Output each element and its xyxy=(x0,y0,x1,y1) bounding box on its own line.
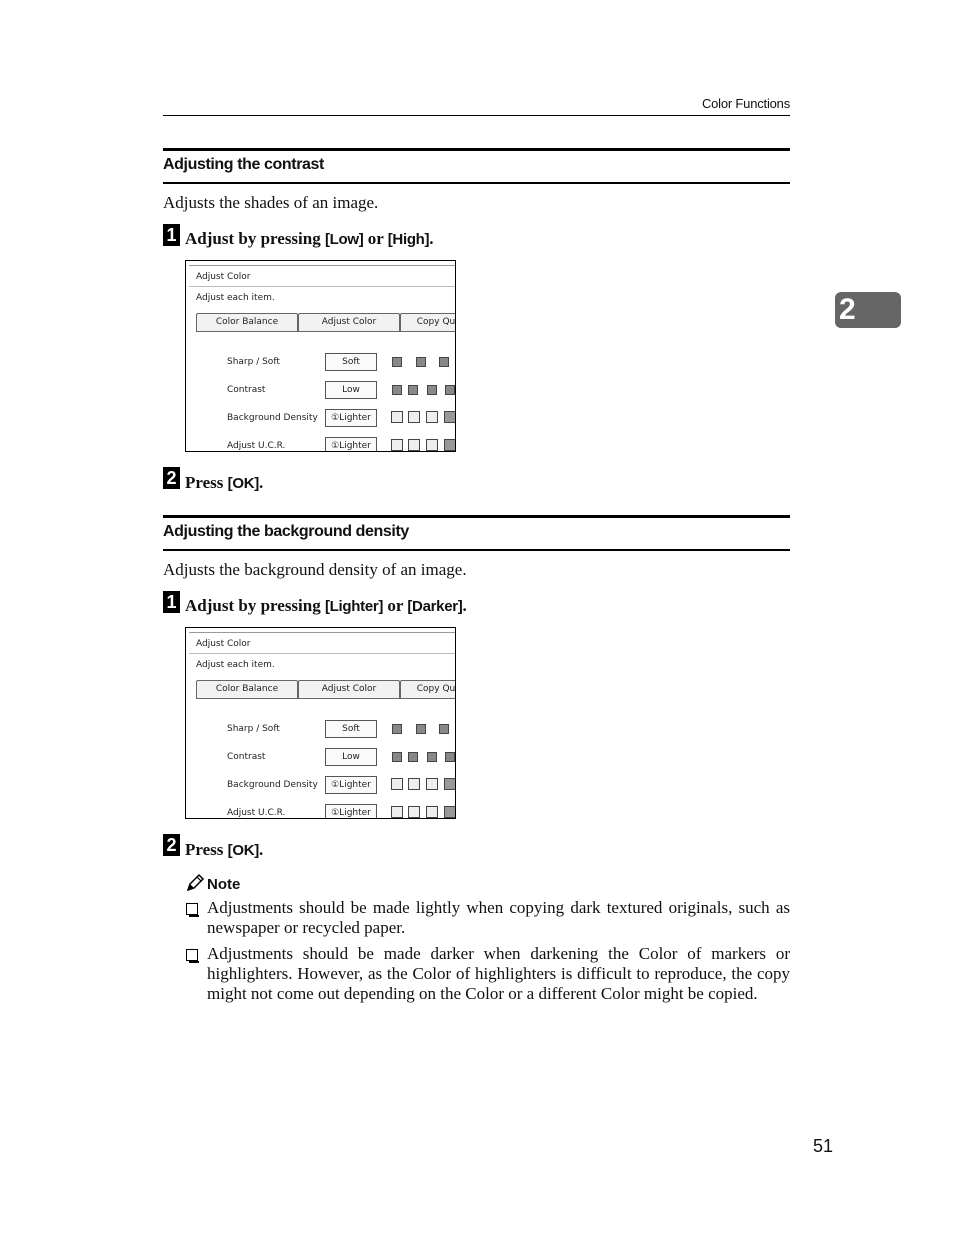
level-step[interactable] xyxy=(408,385,418,395)
row-label-adjust-ucr: Adjust U.C.R. xyxy=(227,441,286,451)
soft-button[interactable]: Soft xyxy=(325,720,377,738)
key-ok: [OK] xyxy=(227,475,259,492)
step-text-suffix: . xyxy=(462,596,467,615)
step-instruction xyxy=(185,840,263,860)
level-step[interactable] xyxy=(408,752,418,762)
tab-copy-quality[interactable]: Copy Qu xyxy=(400,680,456,698)
level-step[interactable] xyxy=(391,778,403,790)
tab-adjust-color[interactable]: Adjust Color xyxy=(298,680,400,698)
level-step[interactable] xyxy=(391,806,403,818)
soft-button[interactable]: Soft xyxy=(325,353,377,371)
key-low: [Low] xyxy=(324,231,364,248)
checkbox-bullet-icon xyxy=(186,949,198,961)
key-high: [High] xyxy=(387,231,430,248)
level-step[interactable] xyxy=(445,752,455,762)
chapter-tab xyxy=(835,292,901,328)
row-label-sharp-soft: Sharp / Soft xyxy=(227,724,280,734)
note-item: Adjustments should be made lightly when copying dark textured originals, such as newspaper or recycled paper. xyxy=(207,898,790,937)
level-step[interactable] xyxy=(427,385,437,395)
section-title-background-density: Adjusting the background density xyxy=(163,523,409,540)
screen-subtitle: Adjust each item. xyxy=(196,293,275,303)
step-text-prefix: Press xyxy=(185,840,228,859)
row-label-contrast: Contrast xyxy=(227,385,266,395)
step-text-suffix: . xyxy=(258,473,264,492)
section-rule-top xyxy=(163,515,790,518)
tab-divider xyxy=(196,331,455,332)
step-number: 2 xyxy=(163,834,180,856)
low-button[interactable]: Low xyxy=(325,381,377,399)
level-step[interactable] xyxy=(439,357,449,367)
section-description: Adjusts the shades of an image. xyxy=(163,193,379,212)
level-step[interactable] xyxy=(408,778,420,790)
level-step[interactable] xyxy=(426,806,438,818)
adjust-color-screen xyxy=(185,260,456,452)
row-label-background-density: Background Density xyxy=(227,780,318,790)
level-step[interactable] xyxy=(392,385,402,395)
level-step[interactable] xyxy=(427,752,437,762)
level-step[interactable] xyxy=(392,752,402,762)
page-number: 51 xyxy=(812,1136,833,1156)
level-step[interactable] xyxy=(426,439,438,451)
row-label-contrast: Contrast xyxy=(227,752,266,762)
step-text-suffix: . xyxy=(429,229,434,248)
level-step[interactable] xyxy=(426,778,438,790)
step-number: 1 xyxy=(163,224,180,246)
level-step[interactable] xyxy=(391,411,403,423)
screen-title: Adjust Color xyxy=(196,272,251,282)
tab-color-balance[interactable]: Color Balance xyxy=(196,313,298,331)
section-rule-bottom xyxy=(163,182,790,184)
tab-copy-quality[interactable]: Copy Qu xyxy=(400,313,456,331)
section-rule-top xyxy=(163,148,790,151)
level-step[interactable] xyxy=(444,411,456,423)
step-text-mid: or xyxy=(383,596,408,615)
note-label: Note xyxy=(207,876,241,893)
lighter-button[interactable]: ①Lighter xyxy=(325,776,377,794)
running-header: Color Functions xyxy=(701,96,790,111)
screen-top-rule xyxy=(189,265,455,266)
tab-color-balance[interactable]: Color Balance xyxy=(196,680,298,698)
step-instruction xyxy=(185,473,263,493)
adjust-color-screen xyxy=(185,627,456,819)
level-step[interactable] xyxy=(408,439,420,451)
tab-divider xyxy=(196,698,455,699)
header-rule xyxy=(163,115,790,116)
level-step[interactable] xyxy=(445,385,455,395)
key-darker: [Darker] xyxy=(407,598,463,615)
note-item: Adjustments should be made darker when darkening the Color of markers or highlighters. However, as the Color of highlighters is difficult to reproduce, the copy might not come out depending on the Color or a different Color might be copied. xyxy=(207,944,790,1003)
pencil-icon xyxy=(185,873,205,893)
level-step[interactable] xyxy=(391,439,403,451)
step-text-suffix: . xyxy=(258,840,264,859)
screen-divider xyxy=(189,653,455,654)
section-title-contrast: Adjusting the contrast xyxy=(163,156,324,173)
screen-subtitle: Adjust each item. xyxy=(196,660,275,670)
level-step[interactable] xyxy=(416,724,426,734)
section-rule-bottom xyxy=(163,549,790,551)
chapter-number: 2 xyxy=(839,293,856,326)
ucr-lighter-button[interactable]: ①Lighter xyxy=(325,804,377,819)
key-lighter: [Lighter] xyxy=(324,598,384,615)
level-step[interactable] xyxy=(439,724,449,734)
tab-adjust-color[interactable]: Adjust Color xyxy=(298,313,400,331)
row-label-sharp-soft: Sharp / Soft xyxy=(227,357,280,367)
level-step[interactable] xyxy=(408,411,420,423)
level-step[interactable] xyxy=(444,778,456,790)
level-step[interactable] xyxy=(444,806,456,818)
checkbox-bullet-icon xyxy=(186,903,198,915)
section-description: Adjusts the background density of an image. xyxy=(163,560,467,579)
ucr-lighter-button[interactable]: ①Lighter xyxy=(325,437,377,452)
level-step[interactable] xyxy=(444,439,456,451)
level-step[interactable] xyxy=(408,806,420,818)
step-instruction xyxy=(185,596,467,616)
screen-divider xyxy=(189,286,455,287)
level-step[interactable] xyxy=(426,411,438,423)
row-label-adjust-ucr: Adjust U.C.R. xyxy=(227,808,286,818)
level-step[interactable] xyxy=(392,724,402,734)
step-text-prefix: Press xyxy=(185,473,228,492)
step-text-prefix: Adjust by pressing xyxy=(185,229,325,248)
row-label-background-density: Background Density xyxy=(227,413,318,423)
screen-title: Adjust Color xyxy=(196,639,251,649)
step-text-prefix: Adjust by pressing xyxy=(185,596,325,615)
step-text-mid: or xyxy=(363,229,388,248)
step-number: 1 xyxy=(163,591,180,613)
screen-top-rule xyxy=(189,632,455,633)
key-ok: [OK] xyxy=(227,842,259,859)
level-step[interactable] xyxy=(416,357,426,367)
step-number: 2 xyxy=(163,467,180,489)
step-instruction xyxy=(185,229,433,249)
level-step[interactable] xyxy=(392,357,402,367)
lighter-button[interactable]: ①Lighter xyxy=(325,409,377,427)
low-button[interactable]: Low xyxy=(325,748,377,766)
